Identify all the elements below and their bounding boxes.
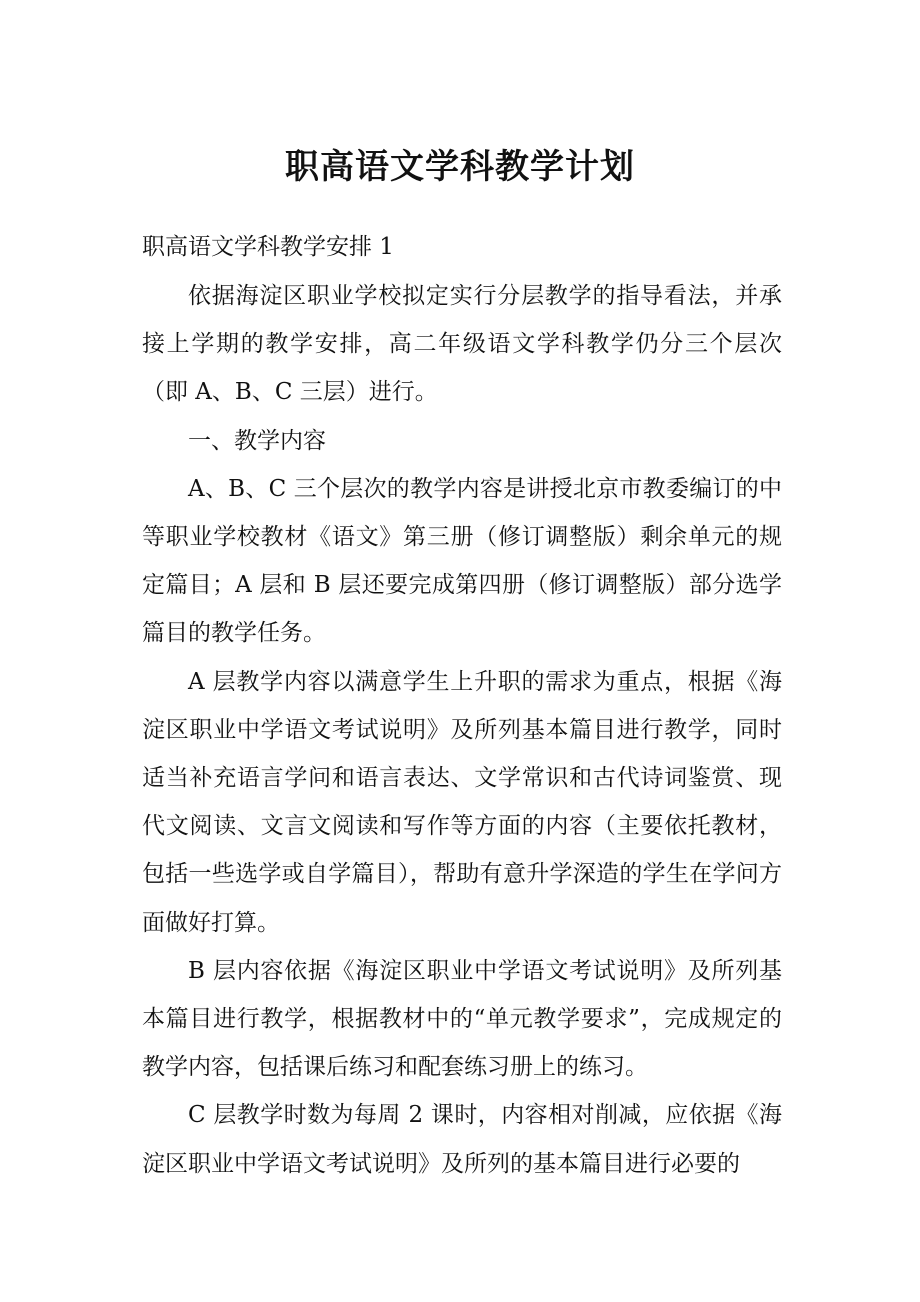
paragraph-intro: 依据海淀区职业学校拟定实行分层教学的指导看法，并承接上学期的教学安排，高二年级语文学科教学仍分三个层次（即 A、B、C 三层）进行。 (142, 283, 782, 406)
document-body (142, 272, 782, 1188)
paragraph-level-a: A 层教学内容以满意学生上升职的需求为重点，根据《海淀区职业中学语文考试说明》及所列基本篇目进行教学，同时适当补充语言学问和语言表达、文学常识和古代诗词鉴赏、现代文阅读、文言文阅读和写作等方面的内容（主要依托教材，包括一些选学或自学篇目），帮助有意升学深造的学生在学问方面做好打算。 (142, 668, 782, 936)
section-heading-teaching-content: 一、教学内容 (188, 427, 326, 454)
paragraph-level-b: B 层内容依据《海淀区职业中学语文考试说明》及所列基本篇目进行教学，根据教材中的“单元教学要求”，完成规定的教学内容，包括课后练习和配套练习册上的练习。 (142, 957, 782, 1081)
document-title: 职高语文学科教学计划 (285, 147, 635, 187)
paragraph-level-c: C 层教学时数为每周 2 课时，内容相对削减，应依据《海淀区职业中学语文考试说明》及所列的基本篇目进行必要的 (142, 1102, 782, 1177)
paragraph-content-overview: A、B、C 三个层次的教学内容是讲授北京市教委编订的中等职业学校教材《语文》第三册（修订调整版）剩余单元的规定篇目；A 层和 B 层还要完成第四册（修订调整版）部分选学篇目的教学任务。 (142, 475, 782, 647)
document-subtitle: 职高语文学科教学安排 1 (142, 234, 394, 260)
